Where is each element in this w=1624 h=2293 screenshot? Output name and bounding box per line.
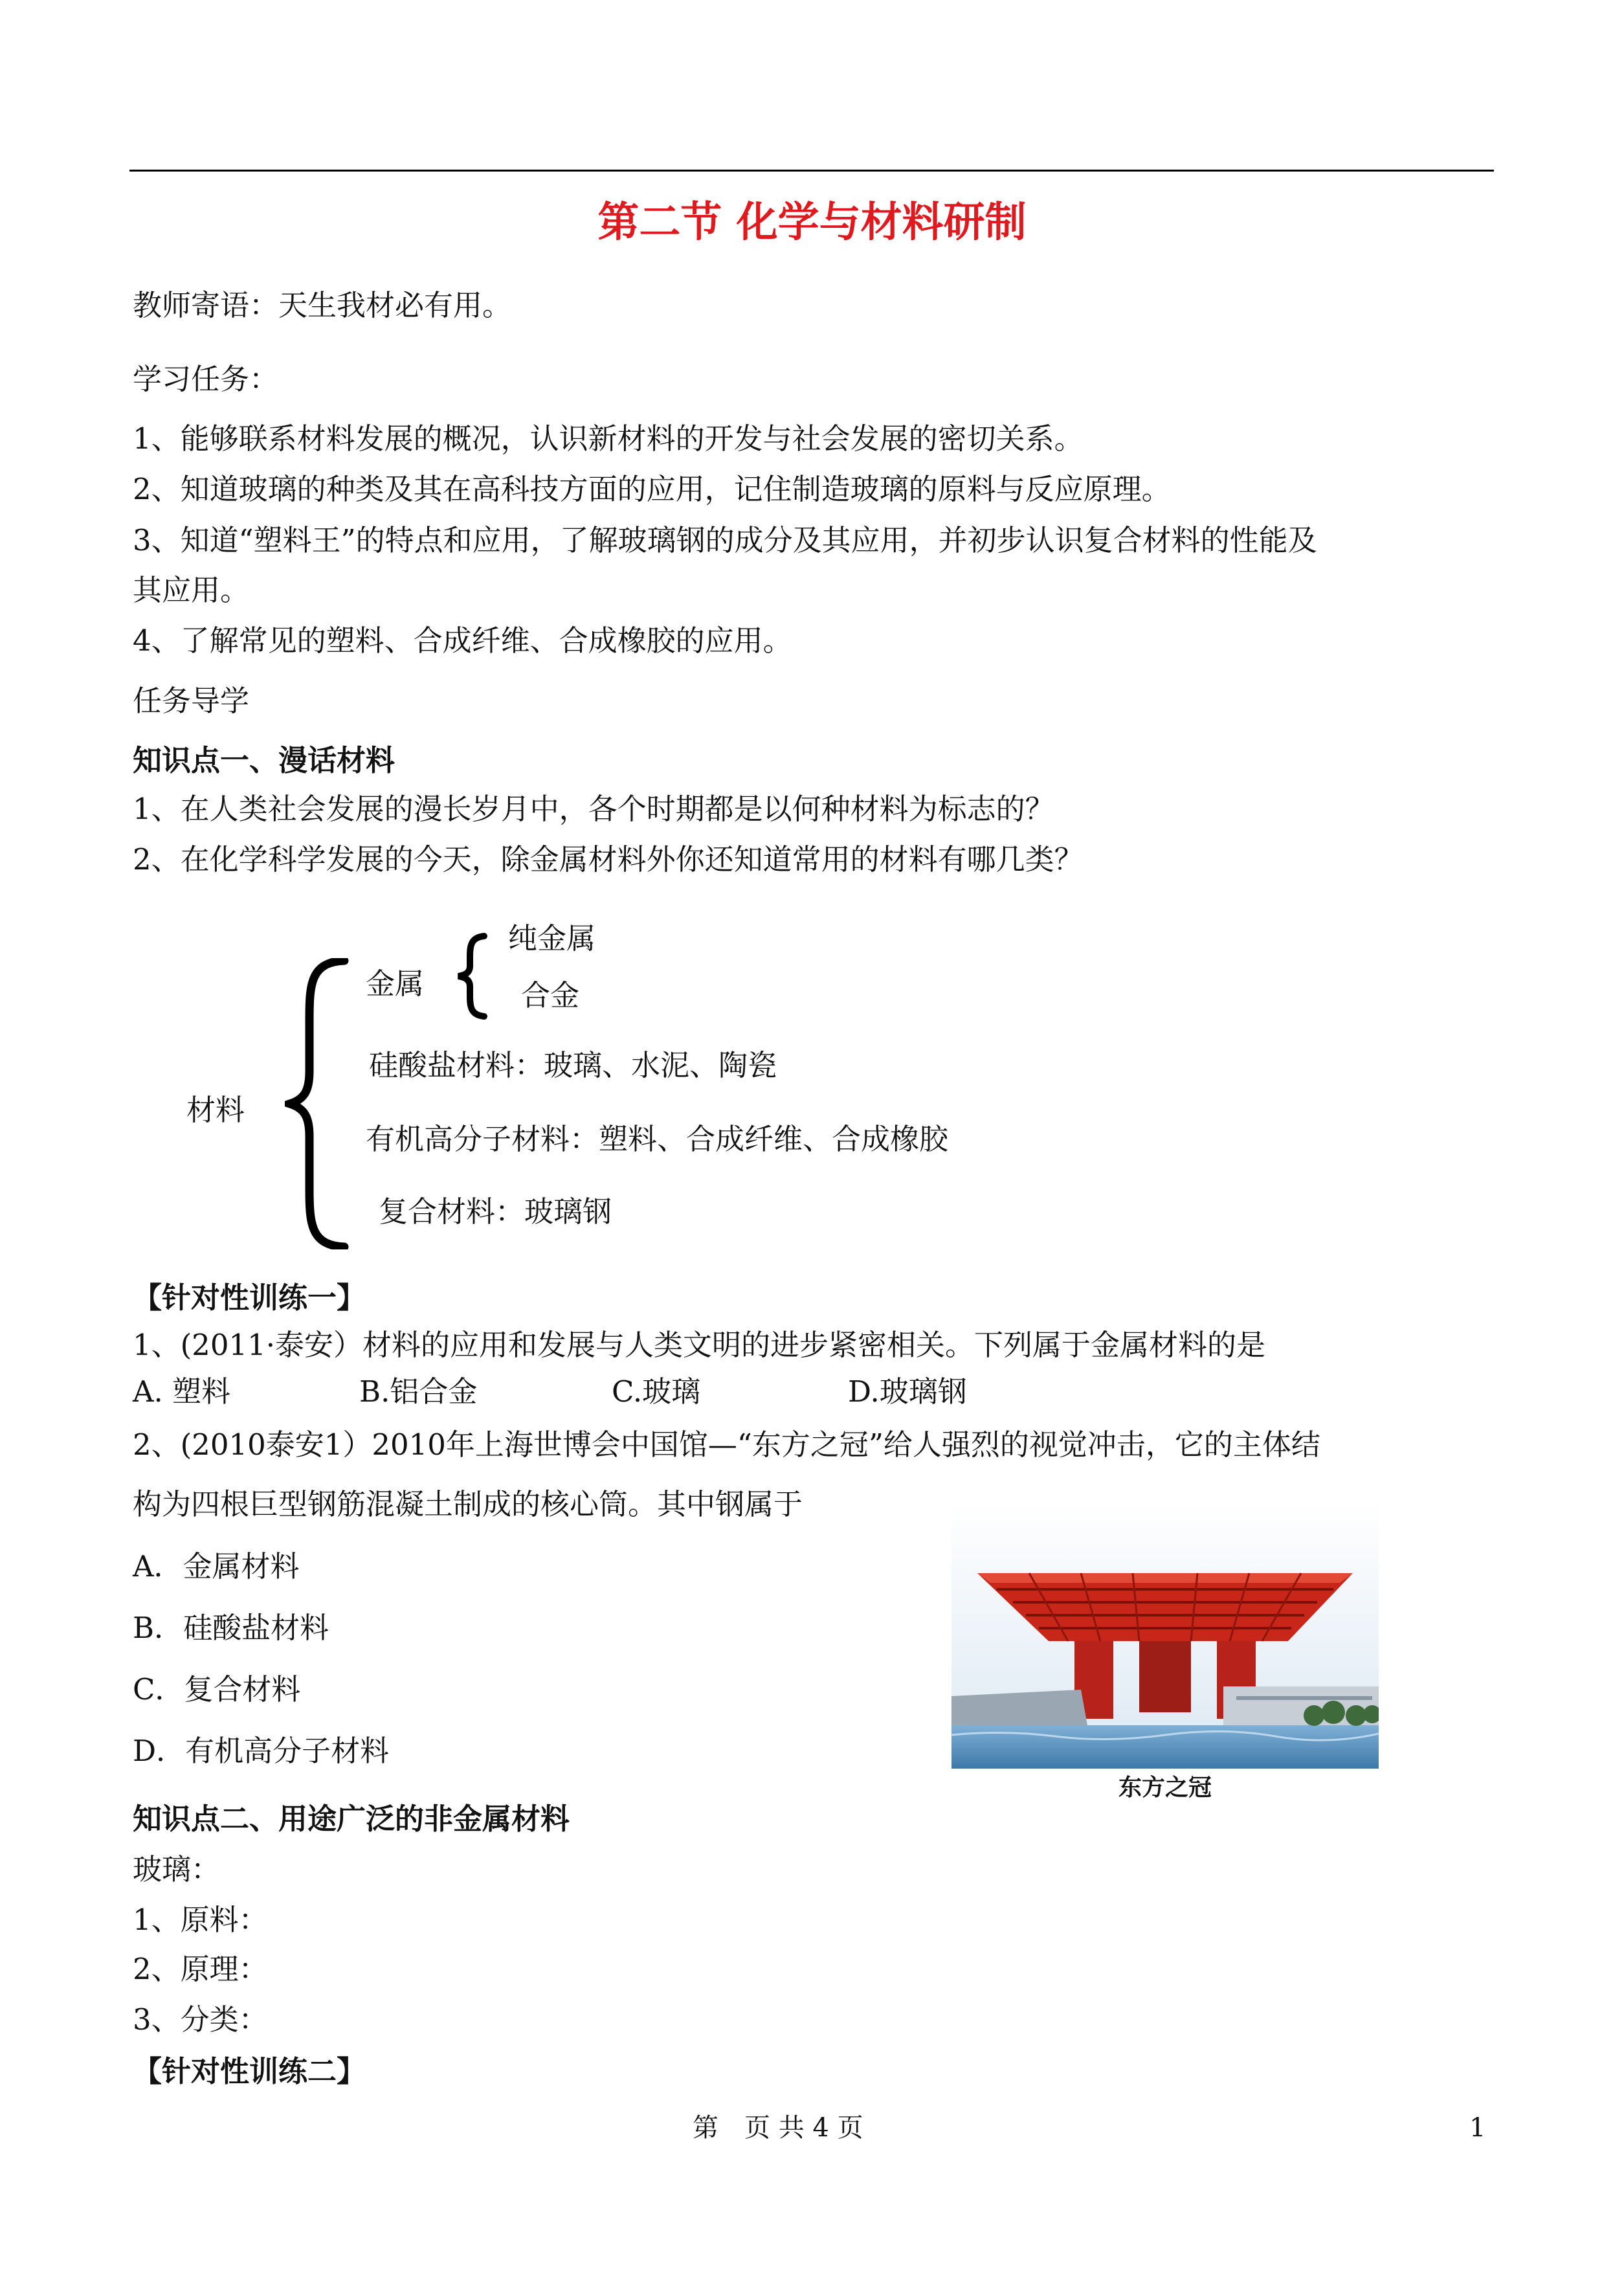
page-title: 第二节 化学与材料研制 (597, 198, 1027, 247)
footer-page-count: 第 页 共 4 页 (693, 2113, 863, 2143)
task-item: 其应用。 (133, 573, 250, 607)
question-2-line1: 2、(2010泰安1）2010年上海世博会中国馆—“东方之冠”给人强烈的视觉冲击，它的主体结 (133, 1427, 1320, 1462)
kp2-item: 2、原理： (133, 1952, 268, 1986)
kp1-heading: 知识点一、漫话材料 (133, 743, 395, 777)
task-item: 3、知道“塑料王”的特点和应用，了解玻璃钢的成分及其应用，并初步认识复合材料的性能及 (133, 523, 1317, 557)
diagram-root-label: 材料 (186, 1093, 245, 1127)
q2-option-b: B．硅酸盐材料 (133, 1611, 329, 1645)
q2-option-c: C．复合材料 (133, 1672, 301, 1706)
training2-heading: 【针对性训练二】 (133, 2054, 366, 2088)
kp2-item: 1、原料： (133, 1903, 268, 1937)
training1-heading: 【针对性训练一】 (133, 1281, 366, 1315)
question-2-line2: 构为四根巨型钢筋混凝土制成的核心筒。其中钢属于 (133, 1487, 803, 1521)
guide-heading: 任务导学 (133, 684, 250, 718)
q2-option-a: A．金属材料 (133, 1549, 300, 1583)
diagram-composite: 复合材料：玻璃钢 (379, 1194, 612, 1229)
task-item: 4、了解常见的塑料、合成纤维、合成橡胶的应用。 (133, 623, 792, 658)
diagram-organic: 有机高分子材料：塑料、合成纤维、合成橡胶 (366, 1122, 949, 1156)
kp1-question: 2、在化学科学发展的今天，除金属材料外你还知道常用的材料有哪几类？ (133, 842, 1084, 877)
small-brace-icon (453, 932, 492, 1020)
q2-option-d: D．有机高分子材料 (133, 1734, 390, 1768)
diagram-silicate: 硅酸盐材料：玻璃、水泥、陶瓷 (369, 1048, 777, 1082)
kp2-heading: 知识点二、用途广泛的非金属材料 (133, 1802, 570, 1836)
kp2-glass-label: 玻璃： (133, 1852, 221, 1886)
kp1-question: 1、在人类社会发展的漫长岁月中，各个时期都是以何种材料为标志的？ (133, 792, 1054, 826)
kp2-item: 3、分类： (133, 2002, 268, 2037)
diagram-alloy: 合金 (521, 978, 580, 1012)
q1-option-d: D.玻璃钢 (848, 1374, 967, 1409)
teacher-motto: 教师寄语：天生我材必有用。 (133, 288, 512, 322)
china-pavilion-photo (951, 1502, 1379, 1769)
tasks-heading: 学习任务： (133, 362, 279, 396)
q1-option-a: A. 塑料 (133, 1374, 231, 1409)
q1-option-b: B.铝合金 (359, 1374, 478, 1409)
footer-page-number: 1 (1469, 2113, 1486, 2143)
q1-option-c: C.玻璃 (612, 1374, 701, 1409)
photo-caption: 东方之冠 (1118, 1774, 1212, 1801)
task-item: 1、能够联系材料发展的概况，认识新材料的开发与社会发展的密切关系。 (133, 421, 1084, 456)
header-rule (129, 170, 1494, 172)
question-1: 1、(2011·泰安）材料的应用和发展与人类文明的进步紧密相关。下列属于金属材料的是 (133, 1328, 1266, 1362)
diagram-metal-label: 金属 (366, 967, 425, 1001)
large-brace-icon (285, 958, 356, 1249)
task-item: 2、知道玻璃的种类及其在高科技方面的应用，记住制造玻璃的原料与反应原理。 (133, 472, 1171, 506)
diagram-pure-metal: 纯金属 (508, 921, 596, 956)
